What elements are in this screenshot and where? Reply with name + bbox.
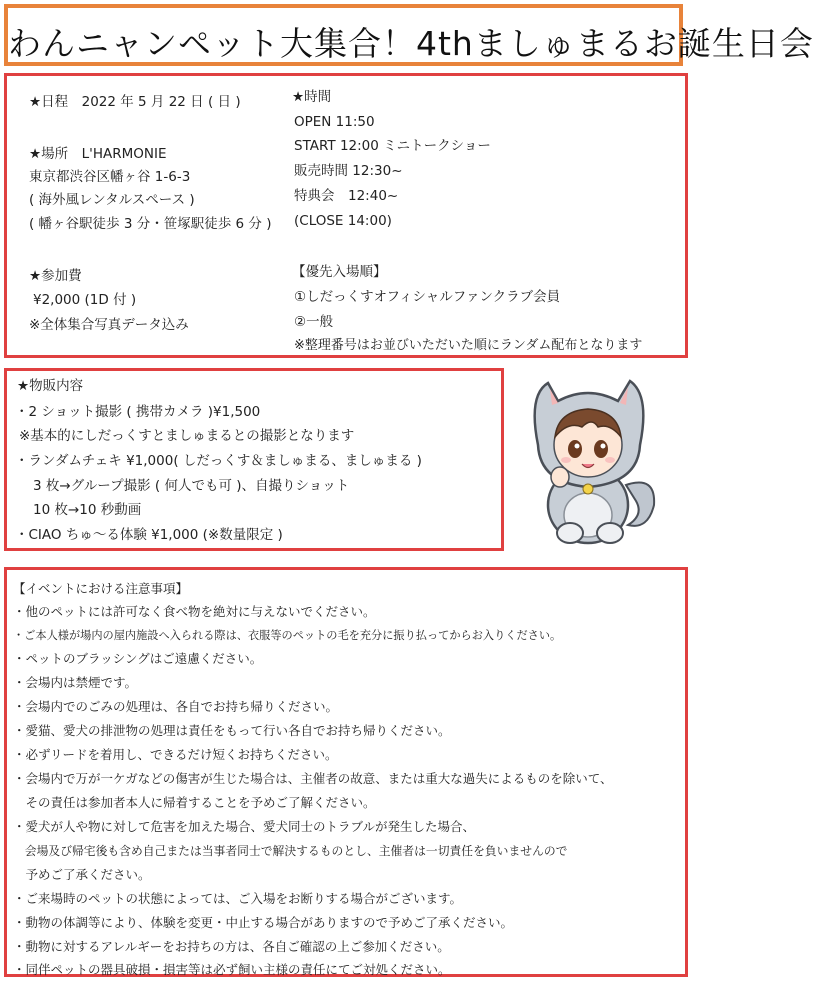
- fee-note: ※全体集合写真データ込み: [29, 317, 189, 333]
- merch-item-cheki: ・ランダムチェキ ¥1,000( しだっくす＆ましゅまる、ましゅまる ): [15, 453, 422, 469]
- event-info-box: [4, 73, 688, 358]
- note-item: ・同伴ペットの器具破損・損害等は必ず飼い主様の責任にてご対処ください。: [13, 962, 451, 977]
- venue-line: ★場所 L'HARMONIE: [29, 146, 167, 162]
- merch-cheki-10: 10 枚→10 秒動画: [33, 502, 142, 518]
- address-line: 東京都渋谷区幡ヶ谷 1-6-3: [29, 169, 191, 185]
- access-line: ( 幡ヶ谷駅徒歩 3 分・笹塚駅徒歩 6 分 ): [29, 216, 272, 232]
- note-item: ・会場内は禁煙です。: [13, 675, 138, 690]
- note-item: その責任は参加者本人に帰着することを予めご了解ください。: [13, 795, 376, 810]
- merch-box: [4, 368, 504, 551]
- fee-heading: ★参加費: [29, 268, 82, 284]
- note-item: ・ご来場時のペットの状態によっては、ご入場をお断りする場合がございます。: [13, 891, 463, 906]
- note-item: ・愛犬が人や物に対して危害を加えた場合、愛犬同士のトラブルが発生した場合、: [13, 819, 476, 834]
- note-item: ・会場内で万が一ケガなどの傷害が生じた場合は、主催者の故意、または重大な過失によるものを除いて、: [13, 771, 613, 786]
- time-heading: ★時間: [292, 89, 332, 105]
- priority-note: ※整理番号はお並びいただいた順にランダム配布となります: [294, 338, 643, 353]
- note-item: ・愛猫、愛犬の排泄物の処理は責任をもって行い各自でお持ち帰りください。: [13, 723, 451, 738]
- date-line: ★日程 2022 年 5 月 22 日 ( 日 ): [29, 94, 241, 110]
- note-item: ・動物の体調等により、体験を変更・中止する場合がありますので予めご了承ください。: [13, 915, 514, 930]
- page-title: わんニャンペット大集合！4thましゅまるお誕生日会: [8, 24, 814, 63]
- notes-heading: 【イベントにおける注意事項】: [13, 581, 189, 596]
- priority-2: ②一般: [294, 314, 334, 330]
- close-time: (CLOSE 14:00): [294, 213, 392, 229]
- merch-item-ciao: ・CIAO ちゅ～る体験 ¥1,000 (※数量限定 ): [15, 527, 283, 543]
- benefit-time: 特典会 12:40~: [294, 188, 399, 204]
- merch-cheki-3: 3 枚→グループ撮影 ( 何人でも可 )、自撮りショット: [33, 478, 350, 494]
- note-item: 予めご了承ください。: [13, 867, 151, 882]
- merch-note: ※基本的にしだっくすとましゅまるとの撮影となります: [19, 428, 355, 444]
- note-item: ・他のペットには許可なく食べ物を絶対に与えないでください。: [13, 604, 376, 619]
- priority-heading: 【優先入場順】: [292, 264, 387, 280]
- note-item: ・必ずリードを着用し、できるだけ短くお持ちください。: [13, 747, 338, 762]
- merch-item-2shot: ・2 ショット撮影 ( 携帯カメラ )¥1,500: [15, 404, 261, 420]
- priority-1: ①しだっくすオフィシャルファンクラブ会員: [294, 289, 561, 305]
- merch-heading: ★物販内容: [17, 378, 84, 394]
- note-item: ・ペットのブラッシングはご遠慮ください。: [13, 651, 263, 666]
- note-item: ・会場内でのごみの処理は、各自でお持ち帰りください。: [13, 699, 339, 714]
- sales-time: 販売時間 12:30~: [294, 163, 403, 179]
- mascot-illustration: [518, 365, 658, 555]
- note-item: ・ご本人様が場内の屋内施設へ入られる際は、衣服等のペットの毛を充分に振り払ってからお入りください。: [13, 629, 562, 642]
- note-item: 会場及び帰宅後も含め自己または当事者同士で解決するものとし、主催者は一切責任を負いませんので: [13, 844, 568, 858]
- notes-box: [4, 567, 688, 977]
- title-banner: [4, 4, 814, 66]
- note-item: ・動物に対するアレルギーをお持ちの方は、各自ご確認の上ご参加ください。: [13, 939, 450, 954]
- fee-line: ¥2,000 (1D 付 ): [33, 292, 137, 308]
- venue-type-line: ( 海外風レンタルスペース ): [29, 192, 195, 208]
- start-time: START 12:00 ミニトークショー: [294, 138, 491, 154]
- open-time: OPEN 11:50: [294, 114, 375, 130]
